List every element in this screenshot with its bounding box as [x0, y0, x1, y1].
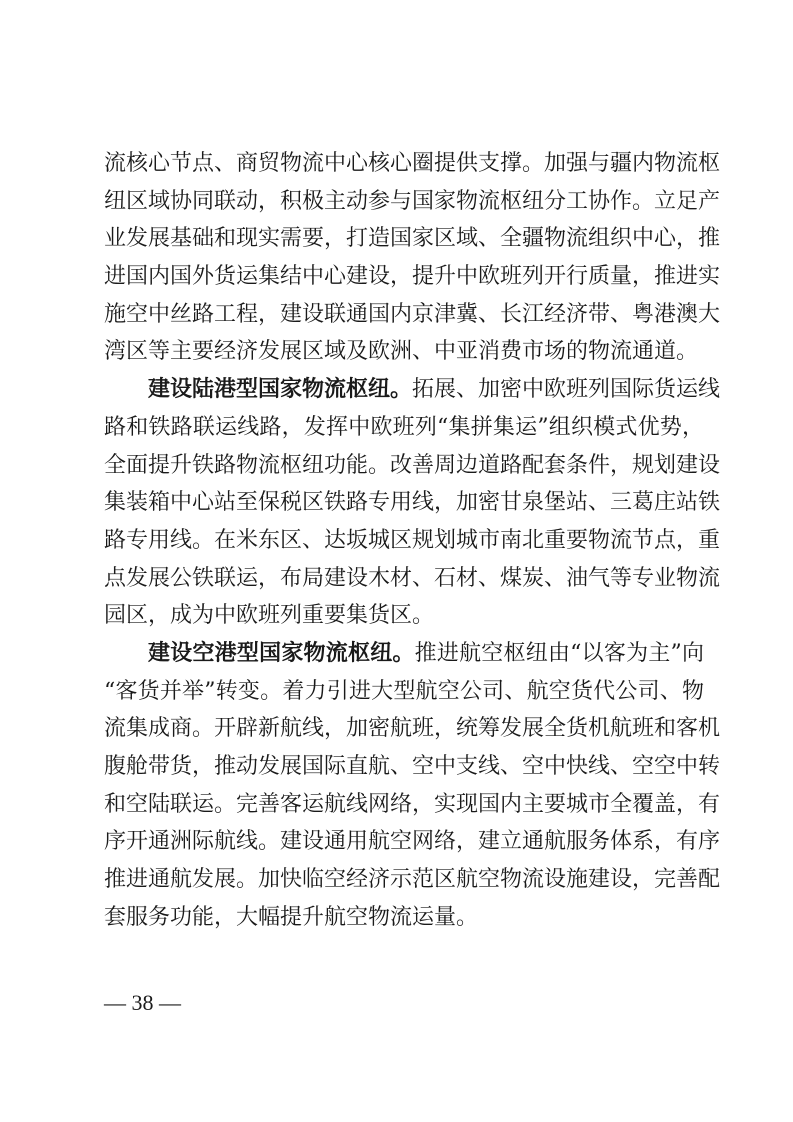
text-line — [104, 635, 704, 673]
text-line: 业发展基础和现实需要，打造国家区域、全疆物流组织中心，推 — [104, 226, 721, 252]
text-line: 集装箱中心站至保税区铁路专用线，加密甘泉堡站、三葛庄站铁 — [104, 490, 721, 516]
text-line: 施空中丝路工程，建设联通国内京津冀、长江经济带、粤港澳大 — [104, 301, 721, 327]
paragraph-air-port-hub — [104, 635, 721, 937]
text-line: 湾区等主要经济发展区域及欧洲、中亚消费市场的物流通道。 — [104, 339, 699, 365]
text-line: 纽区域协同联动，积极主动参与国家物流枢纽分工协作。立足产 — [104, 188, 721, 214]
paragraph-land-port-hub — [104, 371, 721, 635]
text-line: 园区，成为中欧班列重要集货区。 — [104, 603, 435, 629]
text-line: 点发展公铁联运，布局建设木材、石材、煤炭、油气等专业物流 — [104, 565, 721, 591]
paragraph-heading: 建设陆港型国家物流枢纽。 — [148, 377, 413, 403]
text-line: 和空陆联运。完善客运航线网络，实现国内主要城市全覆盖，有 — [104, 791, 721, 817]
page-number: — 38 — — [104, 990, 181, 1015]
text-run: 推进航空枢纽由“以客为主”向 — [414, 640, 704, 666]
text-line: 流核心节点、商贸物流中心核心圈提供支撑。加强与疆内物流枢 — [104, 151, 721, 176]
text-line: 套服务功能，大幅提升航空物流运量。 — [104, 904, 479, 930]
body-text — [104, 145, 721, 936]
text-line: 路和铁路联运线路，发挥中欧班列“集拼集运”组织模式优势， — [104, 414, 704, 440]
text-line: “客货并举”转变。着力引进大型航空公司、航空货代公司、物 — [104, 678, 704, 704]
text-line: 路专用线。在米东区、达坂城区规划城市南北重要物流节点，重 — [104, 527, 721, 553]
text-line: 全面提升铁路物流枢纽功能。改善周边道路配套条件，规划建设 — [104, 452, 721, 478]
text-run: 拓展、加密中欧班列国际货运线 — [412, 377, 721, 403]
text-line: 进国内国外货运集结中心建设，提升中欧班列开行质量，推进实 — [104, 264, 721, 290]
text-line — [104, 371, 721, 409]
text-line: 流集成商。开辟新航线，加密航班，统筹发展全货机航班和客机 — [104, 716, 721, 742]
paragraph-continuation — [104, 145, 721, 371]
text-line: 腹舱带货，推动发展国际直航、空中支线、空中快线、空空中转 — [104, 754, 721, 779]
paragraph-heading: 建设空港型国家物流枢纽。 — [148, 640, 415, 666]
text-line: 推进通航发展。加快临空经济示范区航空物流设施建设，完善配 — [104, 867, 721, 893]
text-line: 序开通洲际航线。建设通用航空网络，建立通航服务体系，有序 — [104, 829, 721, 855]
